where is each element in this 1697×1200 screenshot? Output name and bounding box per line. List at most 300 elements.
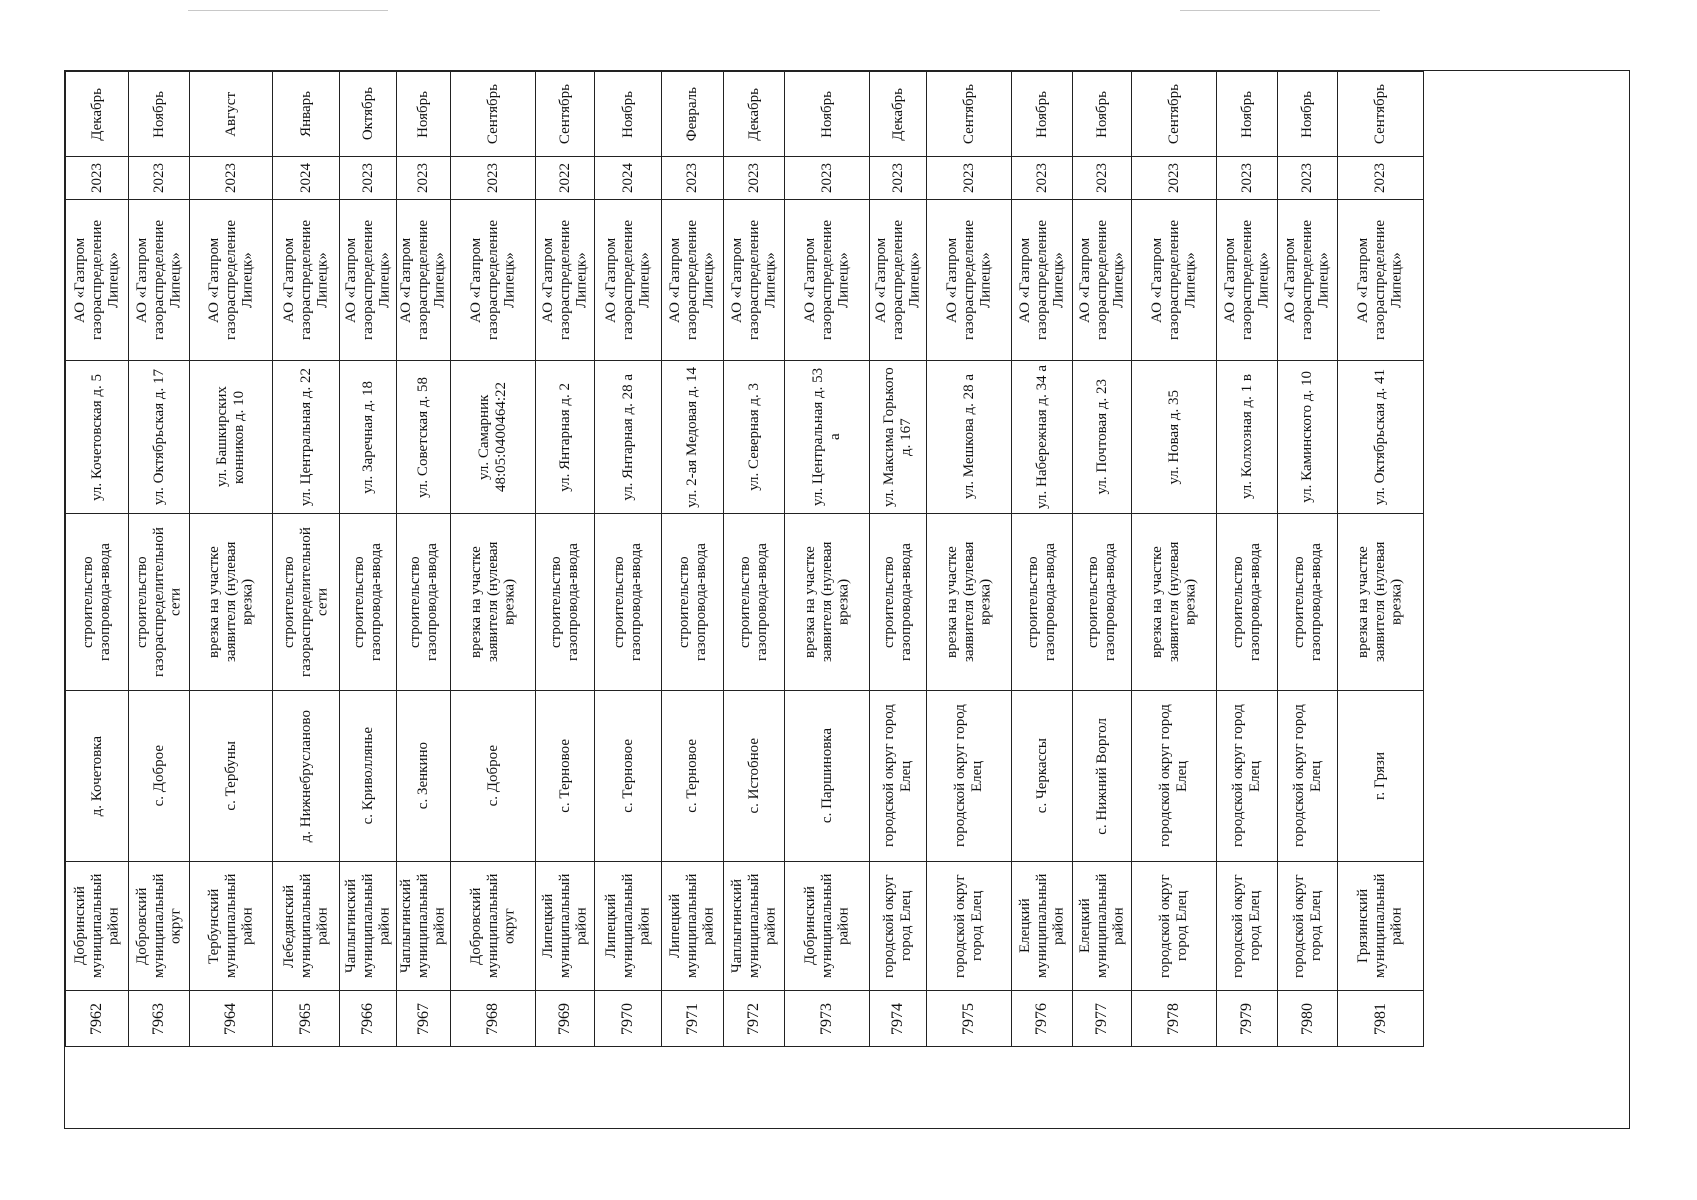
locality-text: городской округ город Елец	[952, 704, 985, 848]
cell-district	[273, 862, 340, 991]
year-text: 2023	[1238, 163, 1255, 193]
address-text: ул. Янтарная д. 28 а	[619, 373, 636, 501]
year-text: 2023	[1165, 163, 1182, 193]
num-text: 7972	[745, 1002, 763, 1035]
cell-locality	[129, 691, 190, 862]
cell-num	[1278, 991, 1338, 1047]
row-district	[66, 862, 1424, 991]
year-text: 2023	[1372, 163, 1389, 193]
cell-work	[1132, 514, 1217, 691]
cell-address	[1073, 361, 1132, 514]
month-text: Февраль	[684, 86, 701, 142]
cell-year	[785, 157, 870, 200]
locality-text: городской округ город Елец	[1157, 704, 1190, 848]
num-text: 7968	[484, 1002, 502, 1035]
locality-text: с. Терновое	[684, 739, 701, 813]
num-text: 7978	[1165, 1002, 1183, 1035]
month-text: Январь	[297, 91, 314, 137]
cell-num	[1217, 991, 1278, 1047]
num-text: 7967	[414, 1002, 432, 1035]
cell-num	[662, 991, 724, 1047]
month-text: Октябрь	[359, 87, 376, 141]
cell-district	[1338, 862, 1424, 991]
cell-org	[273, 200, 340, 361]
month-text: Ноябрь	[1299, 90, 1316, 138]
district-text: городской округ город Елец	[1230, 874, 1263, 978]
locality-text: с. Нижний Воргол	[1093, 717, 1110, 835]
cell-district	[595, 862, 662, 991]
cell-district	[340, 862, 397, 991]
cell-year	[595, 157, 662, 200]
cell-work	[1338, 514, 1424, 691]
cell-org	[1012, 200, 1073, 361]
cell-address	[927, 361, 1012, 514]
address-text: ул. Набережная д. 34 а	[1033, 365, 1050, 509]
cell-num	[397, 991, 451, 1047]
cell-district	[724, 862, 785, 991]
num-text: 7971	[683, 1002, 701, 1035]
org-text: АО «Газпром газораспределение Липецк»	[1076, 219, 1127, 341]
cell-org	[190, 200, 273, 361]
work-text: врезка на участке заявителя (нулевая врезка)	[467, 541, 518, 663]
num-text: 7964	[222, 1002, 240, 1035]
year-text: 2023	[88, 163, 105, 193]
address-text: ул. Каминского д. 10	[1299, 371, 1316, 503]
locality-text: с. Доброе	[484, 745, 501, 807]
locality-text: д. Нижнебруслановo	[297, 709, 314, 843]
year-text: 2023	[1299, 163, 1316, 193]
cell-org	[66, 200, 129, 361]
cell-district	[451, 862, 536, 991]
cell-locality	[1278, 691, 1338, 862]
cell-locality	[340, 691, 397, 862]
row-year	[66, 157, 1424, 200]
cell-org	[724, 200, 785, 361]
month-text: Сентябрь	[960, 83, 977, 145]
cell-org	[1073, 200, 1132, 361]
work-text: строительство газопровода-ввода	[1290, 543, 1324, 661]
year-text: 2023	[150, 163, 167, 193]
cell-num	[1132, 991, 1217, 1047]
address-text: ул. Самарник 48:05:0400464:22	[476, 382, 509, 493]
cell-district	[1132, 862, 1217, 991]
num-text: 7965	[297, 1002, 315, 1035]
cell-month	[536, 72, 595, 157]
work-text: строительство газораспределительной сети	[133, 527, 184, 677]
cell-address	[595, 361, 662, 514]
cell-district	[397, 862, 451, 991]
work-text: строительство газопровода-ввода	[1085, 543, 1118, 661]
cell-district	[190, 862, 273, 991]
cell-month	[1012, 72, 1073, 157]
cell-month	[785, 72, 870, 157]
cell-work	[190, 514, 273, 691]
locality-text: с. Тербуны	[222, 741, 239, 811]
org-text: АО «Газпром газораспределение Липецк»	[398, 219, 448, 341]
year-text: 2023	[818, 163, 835, 193]
cell-year	[1073, 157, 1132, 200]
work-text: строительство газопровода-ввода	[737, 543, 770, 661]
registry-table	[65, 71, 1424, 1047]
cell-district	[1278, 862, 1338, 991]
cell-work	[340, 514, 397, 691]
month-text: Сентябрь	[1372, 83, 1389, 145]
cell-year	[662, 157, 724, 200]
num-text: 7974	[889, 1002, 907, 1035]
cell-locality	[451, 691, 536, 862]
cell-work	[927, 514, 1012, 691]
cell-org	[927, 200, 1012, 361]
month-text: Ноябрь	[1238, 90, 1255, 138]
cell-work	[870, 514, 927, 691]
row-address	[66, 361, 1424, 514]
cell-month	[595, 72, 662, 157]
cell-address	[340, 361, 397, 514]
cell-num	[451, 991, 536, 1047]
cell-locality	[927, 691, 1012, 862]
cell-num	[340, 991, 397, 1047]
cell-address	[785, 361, 870, 514]
month-text: Ноябрь	[1033, 90, 1050, 138]
cell-month	[397, 72, 451, 157]
locality-text: с. Черкассы	[1033, 738, 1050, 814]
num-text: 7973	[818, 1002, 836, 1035]
org-text: АО «Газпром газораспределение Липецк»	[1148, 219, 1199, 341]
cell-address	[870, 361, 927, 514]
cell-locality	[785, 691, 870, 862]
year-text: 2022	[556, 163, 573, 193]
month-text: Ноябрь	[818, 90, 835, 138]
row-org	[66, 200, 1424, 361]
num-text: 7977	[1093, 1002, 1111, 1035]
cell-address	[397, 361, 451, 514]
org-text: АО «Газпром газораспределение Липецк»	[539, 219, 590, 341]
work-text: строительство газопровода-ввода	[80, 543, 113, 661]
year-text: 2024	[619, 163, 636, 193]
cell-district	[536, 862, 595, 991]
num-text: 7979	[1238, 1002, 1256, 1035]
cell-address	[1278, 361, 1338, 514]
cell-org	[870, 200, 927, 361]
year-text: 2023	[1033, 163, 1050, 193]
org-text: АО «Газпром газораспределение Липецк»	[1355, 219, 1405, 341]
locality-text: с. Криволлянье	[359, 727, 376, 825]
locality-text: г. Грязи	[1372, 751, 1389, 801]
cell-address	[536, 361, 595, 514]
cell-locality	[397, 691, 451, 862]
work-text: строительство газопровода-ввода	[406, 543, 440, 661]
row-locality	[66, 691, 1424, 862]
work-text: врезка на участке заявителя (нулевая врезка)	[205, 541, 256, 663]
cell-district	[870, 862, 927, 991]
district-text: Чаплыгинский муниципальный район	[728, 873, 779, 979]
year-text: 2023	[222, 163, 239, 193]
locality-text: с. Зенкино	[415, 742, 432, 810]
org-text: АО «Газпром газораспределение Липецк»	[872, 219, 923, 341]
cell-year	[340, 157, 397, 200]
cell-work	[451, 514, 536, 691]
cell-num	[595, 991, 662, 1047]
month-text: Декабрь	[88, 87, 105, 141]
locality-text: с. Терновое	[619, 739, 636, 813]
cell-work	[595, 514, 662, 691]
org-text: АО «Газпром газораспределение Липецк»	[801, 219, 852, 341]
work-text: врезка на участке заявителя (нулевая врезка)	[801, 541, 852, 663]
org-text: АО «Газпром газораспределение Липецк»	[342, 219, 393, 341]
cell-org	[340, 200, 397, 361]
locality-text: с. Терновое	[556, 739, 573, 813]
num-text: 7962	[88, 1002, 106, 1035]
cell-locality	[1217, 691, 1278, 862]
cell-work	[724, 514, 785, 691]
cell-year	[1338, 157, 1424, 200]
cell-work	[536, 514, 595, 691]
work-text: строительство газораспределительной сети	[280, 527, 331, 677]
district-text: Тербунский муниципальный район	[205, 873, 256, 979]
row-month	[66, 72, 1424, 157]
cell-address	[662, 361, 724, 514]
address-text: ул. Центральная д. 22	[297, 367, 314, 507]
cell-work	[273, 514, 340, 691]
cell-num	[870, 991, 927, 1047]
district-text: Липецкий муниципальный район	[602, 873, 653, 979]
month-text: Сентябрь	[1165, 83, 1182, 145]
org-text: АО «Газпром газораспределение Липецк»	[943, 219, 994, 341]
district-text: Добринский муниципальный район	[71, 873, 122, 979]
district-text: Лебедянский муниципальный район	[280, 873, 331, 979]
district-text: Добровский муниципальный округ	[133, 873, 184, 979]
cell-locality	[66, 691, 129, 862]
cell-org	[595, 200, 662, 361]
cell-work	[1012, 514, 1073, 691]
year-text: 2023	[1093, 163, 1110, 193]
cell-month	[927, 72, 1012, 157]
cell-org	[451, 200, 536, 361]
cell-month	[340, 72, 397, 157]
org-text: АО «Газпром газораспределение Липецк»	[205, 219, 256, 341]
year-text: 2023	[359, 163, 376, 193]
cell-year	[1278, 157, 1338, 200]
cell-org	[1278, 200, 1338, 361]
org-text: АО «Газпром газораспределение Липецк»	[467, 219, 518, 341]
cell-locality	[595, 691, 662, 862]
row-work	[66, 514, 1424, 691]
cell-num	[1012, 991, 1073, 1047]
cell-num	[724, 991, 785, 1047]
district-text: Липецкий муниципальный район	[667, 873, 717, 979]
cell-year	[1012, 157, 1073, 200]
org-text: АО «Газпром газораспределение Липецк»	[1282, 219, 1332, 341]
cell-year	[190, 157, 273, 200]
work-text: врезка на участке заявителя (нулевая врезка)	[1355, 541, 1405, 663]
cell-year	[1217, 157, 1278, 200]
num-text: 7976	[1033, 1002, 1051, 1035]
cell-num	[536, 991, 595, 1047]
cell-locality	[1338, 691, 1424, 862]
work-text: строительство газопровода-ввода	[675, 543, 709, 661]
cell-work	[1073, 514, 1132, 691]
district-text: Грязинский муниципальный район	[1355, 873, 1405, 979]
locality-text: с. Паршиновка	[818, 728, 835, 824]
cell-district	[927, 862, 1012, 991]
cell-num	[1338, 991, 1424, 1047]
scan-artifact-right	[1180, 10, 1380, 11]
address-text: ул. Кочетовская д. 5	[88, 373, 105, 501]
address-text: ул. Заречная д. 18	[359, 380, 376, 494]
cell-district	[785, 862, 870, 991]
address-text: ул. Мешкова д. 28 а	[960, 374, 977, 500]
work-text: строительство газопровода-ввода	[1230, 543, 1263, 661]
cell-month	[662, 72, 724, 157]
year-text: 2023	[415, 163, 432, 193]
year-text: 2023	[684, 163, 701, 193]
cell-num	[273, 991, 340, 1047]
cell-year	[129, 157, 190, 200]
cell-district	[66, 862, 129, 991]
cell-address	[451, 361, 536, 514]
address-text: ул. Центральная д. 53 а	[810, 367, 843, 507]
district-text: Елецкий муниципальный район	[1076, 873, 1127, 979]
cell-org	[129, 200, 190, 361]
district-text: городской округ город Елец	[952, 874, 985, 978]
address-text: ул. Почтовая д. 23	[1093, 379, 1110, 495]
cell-num	[66, 991, 129, 1047]
month-text: Ноябрь	[415, 90, 432, 138]
cell-num	[190, 991, 273, 1047]
num-text: 7966	[359, 1002, 377, 1035]
cell-locality	[662, 691, 724, 862]
year-text: 2024	[297, 163, 314, 193]
document-sheet	[64, 70, 1630, 1129]
cell-address	[1217, 361, 1278, 514]
month-text: Ноябрь	[150, 90, 167, 138]
cell-locality	[536, 691, 595, 862]
year-text: 2023	[484, 163, 501, 193]
cell-work	[1217, 514, 1278, 691]
cell-year	[1132, 157, 1217, 200]
cell-work	[1278, 514, 1338, 691]
work-text: врезка на участке заявителя (нулевая врезка)	[943, 541, 994, 663]
locality-text: городской округ город Елец	[881, 704, 914, 848]
cell-locality	[1012, 691, 1073, 862]
cell-year	[273, 157, 340, 200]
cell-org	[662, 200, 724, 361]
cell-year	[397, 157, 451, 200]
cell-district	[1217, 862, 1278, 991]
num-text: 7969	[556, 1002, 574, 1035]
row-num	[66, 991, 1424, 1047]
org-text: АО «Газпром газораспределение Липецк»	[728, 219, 779, 341]
work-text: строительство газопровода-ввода	[611, 543, 644, 661]
cell-locality	[190, 691, 273, 862]
locality-text: городской округ город Елец	[1230, 704, 1263, 848]
cell-work	[397, 514, 451, 691]
cell-year	[451, 157, 536, 200]
org-text: АО «Газпром газораспределение Липецк»	[602, 219, 653, 341]
year-text: 2023	[745, 163, 762, 193]
cell-address	[273, 361, 340, 514]
org-text: АО «Газпром газораспределение Липецк»	[1221, 219, 1272, 341]
month-text: Декабрь	[889, 87, 906, 141]
org-text: АО «Газпром газораспределение Липецк»	[667, 219, 717, 341]
cell-month	[724, 72, 785, 157]
month-text: Ноябрь	[619, 90, 636, 138]
num-text: 7970	[619, 1002, 637, 1035]
cell-locality	[273, 691, 340, 862]
scan-artifact-left	[188, 10, 388, 11]
cell-month	[66, 72, 129, 157]
year-text: 2023	[889, 163, 906, 193]
cell-locality	[724, 691, 785, 862]
cell-year	[724, 157, 785, 200]
num-text: 7975	[960, 1002, 978, 1035]
district-text: городской округ город Елец	[1290, 874, 1324, 978]
cell-month	[870, 72, 927, 157]
cell-num	[129, 991, 190, 1047]
cell-month	[1278, 72, 1338, 157]
district-text: Чаплыгинский муниципальный район	[342, 873, 393, 979]
cell-org	[1217, 200, 1278, 361]
district-text: Липецкий муниципальный район	[539, 873, 590, 979]
address-text: ул. Янтарная д. 2	[556, 382, 573, 492]
cell-work	[662, 514, 724, 691]
cell-year	[870, 157, 927, 200]
month-text: Август	[222, 91, 239, 137]
num-text: 7980	[1298, 1002, 1316, 1035]
cell-month	[1217, 72, 1278, 157]
address-text: ул. Северная д. 3	[745, 383, 762, 491]
locality-text: с. Истобное	[745, 738, 762, 814]
cell-org	[785, 200, 870, 361]
cell-month	[1073, 72, 1132, 157]
cell-address	[190, 361, 273, 514]
cell-org	[397, 200, 451, 361]
month-text: Ноябрь	[1093, 90, 1110, 138]
address-text: ул. Колхозная д. 1 в	[1238, 374, 1255, 500]
month-text: Сентябрь	[484, 83, 501, 145]
address-text: ул. Октябрьская д. 41	[1372, 368, 1389, 506]
work-text: строительство газопровода-ввода	[881, 543, 914, 661]
org-text: АО «Газпром газораспределение Липецк»	[133, 219, 184, 341]
district-text: Добровский муниципальный округ	[467, 873, 518, 979]
cell-year	[927, 157, 1012, 200]
cell-num	[927, 991, 1012, 1047]
month-text: Декабрь	[745, 87, 762, 141]
cell-district	[129, 862, 190, 991]
cell-district	[662, 862, 724, 991]
address-text: ул. Максима Горького д. 167	[881, 367, 914, 507]
cell-org	[1338, 200, 1424, 361]
cell-month	[129, 72, 190, 157]
cell-locality	[870, 691, 927, 862]
cell-org	[1132, 200, 1217, 361]
cell-year	[536, 157, 595, 200]
month-text: Сентябрь	[556, 83, 573, 145]
cell-locality	[1132, 691, 1217, 862]
cell-work	[785, 514, 870, 691]
work-text: строительство газопровода-ввода	[548, 543, 581, 661]
year-text: 2023	[960, 163, 977, 193]
cell-year	[66, 157, 129, 200]
cell-address	[724, 361, 785, 514]
district-text: городской округ город Елец	[1157, 874, 1190, 978]
cell-work	[66, 514, 129, 691]
cell-locality	[1073, 691, 1132, 862]
address-text: ул. Новая д. 35	[1165, 389, 1182, 485]
cell-num	[785, 991, 870, 1047]
cell-month	[273, 72, 340, 157]
cell-address	[1012, 361, 1073, 514]
